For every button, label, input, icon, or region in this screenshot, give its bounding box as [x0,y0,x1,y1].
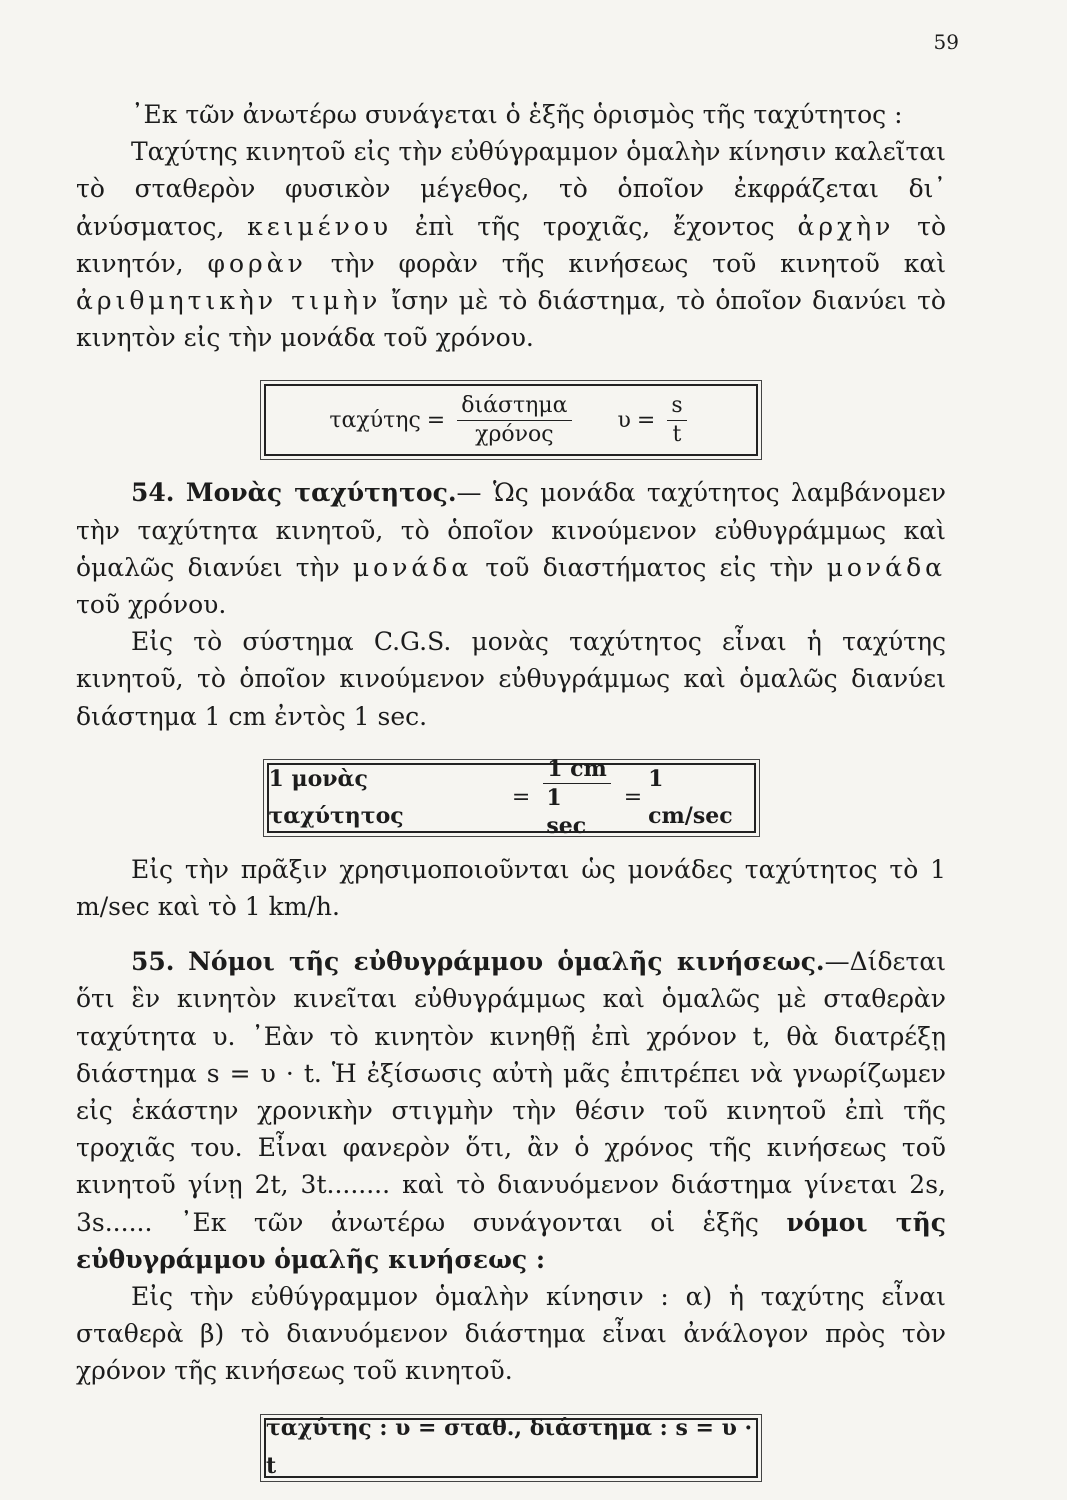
unit-formula-box [267,756,756,840]
definition-text: τὸ κινητόν, [76,211,946,278]
spaced-word: κειμένου [247,211,393,241]
section-54-paragraph [76,474,946,623]
formula-lhs: υ [617,407,631,433]
spaced-word: ἀρχὴν [797,211,895,241]
dash: — [824,947,850,977]
definition-text: ἴσην μὲ τὸ διάστημα, τὸ ὁποῖον διανύει τὸ κινητὸν εἰς τὴν μονάδα τοῦ χρόνου. [76,286,946,353]
definition-text: ἐπὶ τῆς τροχιᾶς, ἔχοντος [414,211,775,241]
spaced-word: φορὰν [207,248,307,278]
equals-sign: = [426,407,446,433]
section-text: τοῦ διαστήματος εἰς τὴν [485,552,814,582]
page-content [76,96,946,1478]
velocity-symbol-formula [618,392,693,449]
section-text: Δίδεται ὅτι ἓν κινητὸν κινεῖται εὐθυγράμμως καὶ ὁμαλῶς μὲ σταθερὰν ταχύτητα υ. ᾿Εὰν τὸ κινητὸν κινηθῇ ἐπὶ χρόνον t, θὰ διατρέξῃ διάστημα s = υ · t. Ἡ ἐξίσωσις αὐτὴ μᾶς ἐπιτρέπει νὰ γνωρίζωμεν εἰς ἑκάστην χρονικὴν στιγμὴν τὴν θέσιν τοῦ κινητοῦ ἐπὶ τῆς τροχιᾶς του. Εἶναι φανερὸν ὅτι, ἂν ὁ χρόνος τῆς κινήσεως τοῦ κινητοῦ γίνῃ 2t, 3t........ καὶ τὸ διανυόμενον διάστημα γίνεται 2s, 3s...... ᾿Εκ τῶν ἀνωτέρω συνάγονται οἱ ἑξῆς [76,947,946,1237]
laws-heading: νόμοι τῆς εὐθυγράμμου ὁμαλῆς κινήσεως : [76,1207,946,1274]
section-number: 55. [131,947,175,977]
section-text: τοῦ χρόνου. [76,590,227,620]
equals-sign: = [636,407,656,433]
spaced-word: ἀριθμητικὴν τιμὴν [76,286,382,316]
definition-text: Ταχύτης κινητοῦ εἰς τὴν εὐθύγραμμον ὁμαλὴν κίνησιν καλεῖται τὸ σταθερὸν φυσικὸν μέγεθος, τὸ ὁποῖον ἐκφράζεται δι᾿ ἀνύσματος, [76,137,946,241]
spaced-word: μονάδα [826,552,946,582]
section-number: 54. [131,478,175,508]
section-title: Μονὰς ταχύτητος. [185,478,457,508]
fraction [457,392,571,449]
equals-sign: = [623,785,643,811]
definition-paragraph [76,133,946,356]
dash: — [456,478,482,508]
fraction [667,392,686,449]
section-55-paragraph [76,943,946,1278]
fraction-numerator: s [667,392,686,421]
page-number: 59 [933,30,959,54]
fraction-denominator: 1 sec [546,785,587,840]
cgs-paragraph: Εἰς τὸ σύστημα C.G.S. μονὰς ταχύτητος εἶναι ἡ ταχύτης κινητοῦ, τὸ ὁποῖον κινούμενον εὐθυγράμμως καὶ ὁμαλῶς διανύει διάστημα 1 cm ἐντὸς 1 sec. [76,627,946,731]
formula-rhs: 1 cm/sec [648,765,733,829]
laws-paragraph: Εἰς τὴν εὐθύγραμμον ὁμαλὴν κίνησιν : α) ἡ ταχύτης εἶναι σταθερὰ β) τὸ διανυόμενον διάστημα εἶναι ἀνάλογον πρὸς τὸν χρόνον τῆς κινήσεως τοῦ κινητοῦ. [76,1282,946,1386]
fraction [542,755,611,840]
spaced-word: μονάδα [352,552,473,582]
fraction-numerator: διάστημα [457,392,571,421]
fraction-denominator: χρόνος [475,421,554,447]
velocity-word-formula [329,392,577,449]
fraction-denominator: t [672,421,682,447]
velocity-formula-box [264,384,758,456]
equals-sign: = [511,785,531,811]
fraction-numerator: 1 cm [543,755,611,784]
unit-formula [269,755,754,840]
definition-text: τὴν φορὰν τῆς κινήσεως τοῦ κινητοῦ καὶ [330,248,947,278]
formula-lhs: ταχύτης [329,407,421,433]
section-title: Νόμοι τῆς εὐθυγράμμου ὁμαλῆς κινήσεως. [188,947,825,977]
laws-formula-box [264,1415,758,1479]
intro-paragraph: ᾿Εκ τῶν ἀνωτέρω συνάγεται ὁ ἑξῆς ὁρισμὸς τῆς ταχύτητος : [131,100,903,129]
formula-lhs: 1 μονὰς ταχύτητος [268,765,404,829]
practice-paragraph: Εἰς τὴν πρᾶξιν χρησιμοποιοῦνται ὡς μονάδες ταχύτητος τὸ 1 m/sec καὶ τὸ 1 km/h. [76,854,946,922]
laws-formula: ταχύτης : υ = σταθ., διάστημα : s = υ · t [266,1415,753,1479]
section-text: Ὡς μονάδα ταχύτητος λαμβάνομεν τὴν ταχύτητα κινητοῦ, τὸ ὁποῖον κινούμενον εὐθυγράμμως καὶ ὁμαλῶς διανύει τὴν [76,478,946,582]
